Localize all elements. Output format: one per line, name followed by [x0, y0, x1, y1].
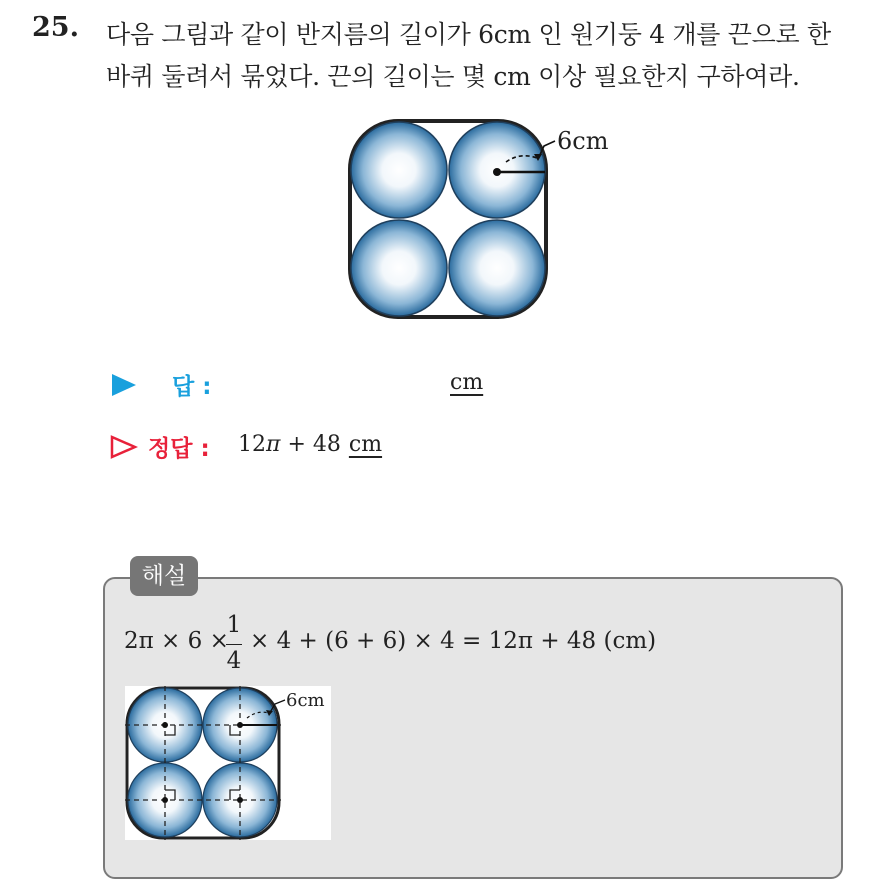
correct-value-rest: + 48 — [280, 432, 341, 457]
correct-value-num: 12 — [238, 432, 266, 457]
correct-value-pi: π — [266, 432, 281, 457]
outline-triangle-icon — [110, 435, 138, 459]
question-text — [106, 14, 866, 98]
correct-answer-value — [238, 432, 382, 457]
question-text-line2: 바퀴 둘려서 묶었다. 끈의 길이는 몇 cm 이상 필요한지 구하여라. — [106, 62, 800, 91]
fraction-bar — [226, 644, 242, 645]
cylinders-figure — [330, 112, 630, 332]
question-text-line1: 다음 그림과 같이 반지름의 길이가 6cm 인 원기둥 4 개를 끈으로 한 — [106, 20, 831, 49]
solution-figure — [125, 686, 331, 840]
radius-label: 6cm — [557, 127, 609, 155]
fraction-numerator: 1 — [226, 612, 242, 638]
question-number: 25. — [32, 12, 79, 43]
fraction-denominator: 4 — [226, 648, 242, 674]
play-triangle-icon — [110, 373, 138, 397]
correct-answer-row — [110, 430, 610, 464]
answer-unit[interactable]: cm — [450, 370, 484, 395]
solution-tab: 해설 — [130, 556, 198, 596]
cylinder-top-left — [351, 122, 447, 218]
cylinder-bottom-left — [351, 220, 447, 316]
solution-radius-label: 6cm — [286, 690, 325, 711]
formula-part1: 2π × 6 × — [124, 628, 229, 654]
answer-label: 답 : — [172, 374, 212, 400]
answer-row — [110, 368, 610, 402]
correct-answer-label: 정답 : — [148, 436, 210, 462]
formula-part2: × 4 + (6 + 6) × 4 = 12π + 48 (cm) — [250, 628, 657, 654]
correct-answer-unit: cm — [348, 432, 383, 457]
cylinder-bottom-right — [449, 220, 545, 316]
